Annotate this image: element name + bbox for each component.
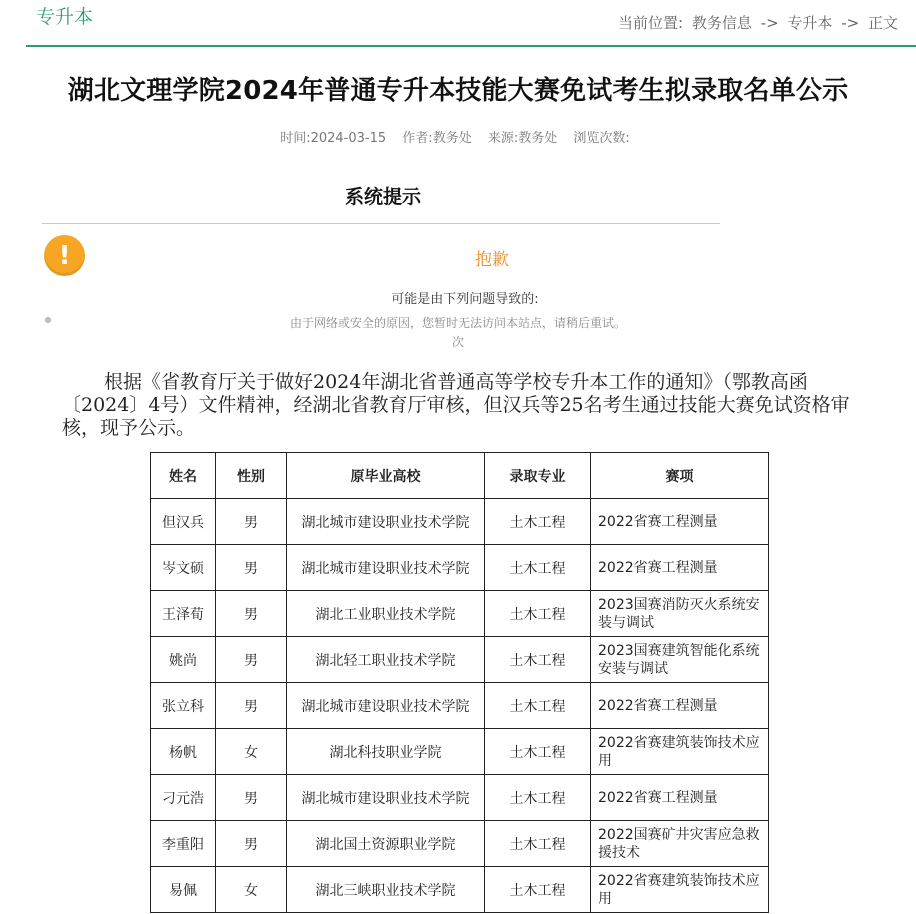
cell-name: 李重阳 bbox=[151, 821, 216, 867]
cell-event: 2022省赛工程测量 bbox=[591, 683, 769, 729]
body-paragraph: 根据《省教育厅关于做好2024年湖北省普通高等学校专升本工作的通知》（鄂教高函〔2024〕4号）文件精神，经湖北省教育厅审核，但汉兵等25名考生通过技能大赛免试资格审核，现予公示。 bbox=[62, 371, 850, 439]
breadcrumb-label: 当前位置: bbox=[618, 14, 684, 32]
cell-event: 2023国赛消防灭火系统安装与调试 bbox=[591, 591, 769, 637]
meta-author-label: 作者: bbox=[402, 131, 433, 146]
breadcrumb-item-zhuanshengben[interactable]: 专升本 bbox=[787, 14, 833, 32]
meta-time-value: 2024-03-15 bbox=[310, 131, 387, 146]
cell-event: 2022省赛建筑装饰技术应用 bbox=[591, 729, 769, 775]
cell-school: 湖北工业职业技术学院 bbox=[287, 591, 485, 637]
cell-event: 2023国赛建筑智能化系统安装与调试 bbox=[591, 637, 769, 683]
table-row bbox=[151, 545, 769, 591]
cell-major: 土木工程 bbox=[485, 775, 591, 821]
cell-school: 湖北三峡职业技术学院 bbox=[287, 867, 485, 913]
meta-time-label: 时间: bbox=[280, 131, 311, 146]
table-row bbox=[151, 683, 769, 729]
cell-gender: 男 bbox=[216, 499, 287, 545]
warning-icon: ! bbox=[44, 235, 85, 276]
cell-gender: 男 bbox=[216, 637, 287, 683]
cell-school: 湖北轻工职业技术学院 bbox=[287, 637, 485, 683]
cell-name: 杨帆 bbox=[151, 729, 216, 775]
table-row bbox=[151, 637, 769, 683]
header-name: 姓名 bbox=[151, 453, 216, 499]
cell-gender: 男 bbox=[216, 591, 287, 637]
cell-name: 王泽荀 bbox=[151, 591, 216, 637]
meta-source-label: 来源: bbox=[487, 131, 519, 146]
cell-name: 刁元浩 bbox=[151, 775, 216, 821]
cell-gender: 女 bbox=[216, 729, 287, 775]
cell-name: 张立科 bbox=[151, 683, 216, 729]
breadcrumb-item-jiaowu[interactable]: 教务信息 bbox=[691, 14, 752, 32]
times-text: 次 bbox=[451, 335, 464, 349]
breadcrumb-separator: -> bbox=[841, 14, 860, 32]
meta-author-value: 教务处 bbox=[432, 131, 472, 146]
article-meta bbox=[0, 127, 916, 146]
cell-school: 湖北城市建设职业技术学院 bbox=[287, 683, 485, 729]
cell-major: 土木工程 bbox=[485, 683, 591, 729]
cell-major: 土木工程 bbox=[485, 729, 591, 775]
reason-title: 可能是由下列问题导致的: bbox=[391, 292, 539, 307]
cell-major: 土木工程 bbox=[485, 867, 591, 913]
breadcrumb-separator: -> bbox=[760, 14, 779, 32]
sorry-text: 抱歉 bbox=[475, 250, 509, 270]
cell-event: 2022国赛矿井灾害应急救援技术 bbox=[591, 821, 769, 867]
meta-views: 浏览次数: bbox=[573, 131, 630, 146]
table-header-row bbox=[151, 453, 769, 499]
cell-major: 土木工程 bbox=[485, 499, 591, 545]
cell-name: 姚尚 bbox=[151, 637, 216, 683]
cell-name: 但汉兵 bbox=[151, 499, 216, 545]
cell-gender: 男 bbox=[216, 545, 287, 591]
admission-table bbox=[150, 452, 769, 913]
table-row bbox=[151, 729, 769, 775]
section-title[interactable]: 专升本 bbox=[36, 6, 94, 28]
breadcrumb bbox=[616, 12, 900, 33]
cell-gender: 女 bbox=[216, 867, 287, 913]
page-title: 湖北文理学院2024年普通专升本技能大赛免试考生拟录取名单公示 bbox=[67, 76, 849, 106]
table-row bbox=[151, 821, 769, 867]
breadcrumb-item-current: 正文 bbox=[867, 14, 898, 32]
cell-school: 湖北城市建设职业技术学院 bbox=[287, 499, 485, 545]
cell-major: 土木工程 bbox=[485, 591, 591, 637]
cell-name: 岑文硕 bbox=[151, 545, 216, 591]
cell-event: 2022省赛建筑装饰技术应用 bbox=[591, 867, 769, 913]
table-row bbox=[151, 591, 769, 637]
meta-source bbox=[488, 131, 563, 146]
cell-gender: 男 bbox=[216, 683, 287, 729]
reason-text: 由于网络或安全的原因，您暂时无法访问本站点，请稍后重试。 bbox=[289, 316, 626, 330]
meta-author bbox=[402, 131, 477, 146]
cell-school: 湖北城市建设职业技术学院 bbox=[287, 545, 485, 591]
cell-major: 土木工程 bbox=[485, 545, 591, 591]
cell-major: 土木工程 bbox=[485, 821, 591, 867]
meta-source-value: 教务处 bbox=[518, 131, 558, 146]
cell-name: 易佩 bbox=[151, 867, 216, 913]
cell-event: 2022省赛工程测量 bbox=[591, 775, 769, 821]
table-row bbox=[151, 499, 769, 545]
header-gender: 性别 bbox=[216, 453, 287, 499]
cell-school: 湖北科技职业学院 bbox=[287, 729, 485, 775]
table-row bbox=[151, 775, 769, 821]
cell-event: 2022省赛工程测量 bbox=[591, 499, 769, 545]
cell-gender: 男 bbox=[216, 775, 287, 821]
cell-major: 土木工程 bbox=[485, 637, 591, 683]
header-event: 赛项 bbox=[591, 453, 769, 499]
meta-time bbox=[280, 131, 392, 146]
header-major: 录取专业 bbox=[485, 453, 591, 499]
table-row bbox=[151, 867, 769, 913]
system-notice-divider bbox=[42, 223, 720, 224]
system-notice-title: 系统提示 bbox=[344, 186, 421, 208]
cell-gender: 男 bbox=[216, 821, 287, 867]
header-divider bbox=[26, 45, 916, 47]
header-school: 原毕业高校 bbox=[287, 453, 485, 499]
cell-school: 湖北城市建设职业技术学院 bbox=[287, 775, 485, 821]
cell-event: 2022省赛工程测量 bbox=[591, 545, 769, 591]
cell-school: 湖北国土资源职业学院 bbox=[287, 821, 485, 867]
